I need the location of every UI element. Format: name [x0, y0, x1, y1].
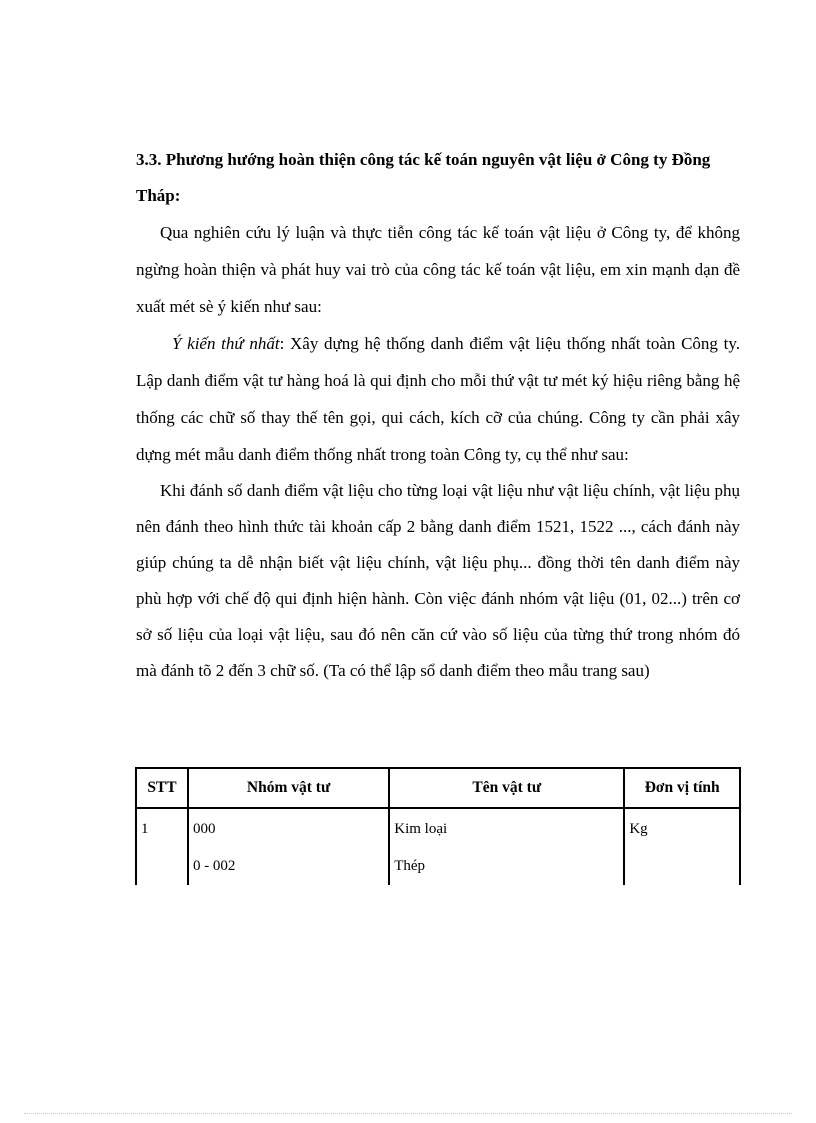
header-material-name: Tên vật tư — [389, 768, 624, 808]
document-body — [136, 142, 740, 689]
paragraph-first-opinion — [136, 325, 740, 473]
section-heading: 3.3. Phương hướng hoàn thiện công tác kế toán nguyên vật liệu ở Công ty Đồng Tháp: — [136, 150, 711, 205]
paragraph-numbering: Khi đánh số danh điểm vật liệu cho từng loại vật liệu như vật liệu chính, vật liệu phụ nên đánh theo hình thức tài khoản cấp 2 bằng danh điểm 1521, 1522 ..., cách đánh này giúp chúng ta dễ nhận biết vật liệu chính, vật liệu phụ... đồng thời tên danh điểm này phù hợp với chế độ qui định hiện hành. Còn việc đánh nhóm vật liệu (01, 02...) trên cơ sở số liệu của loại vật liệu, sau đó nên căn cứ vào số liệu của từng thứ trong nhóm đó mà đánh tõ 2 đến 3 chữ số. (Ta có thể lập sổ danh điểm theo mẫu trang sau) — [136, 481, 740, 680]
cell-name: Thép — [389, 848, 624, 885]
header-unit: Đơn vị tính — [624, 768, 740, 808]
item-code-table — [135, 767, 741, 885]
cell-unit — [624, 848, 740, 885]
cell-stt — [136, 848, 188, 885]
cell-stt: 1 — [136, 808, 188, 848]
header-stt: STT — [136, 768, 188, 808]
paragraph-intro: Qua nghiên cứu lý luận và thực tiễn công tác kế toán vật liệu ở Công ty, để không ngừng hoàn thiện và phát huy vai trò của công tác kế toán vật liệu, em xin mạnh dạn đề xuất mét sè ý kiến như sau: — [136, 223, 740, 316]
table-row — [136, 848, 740, 885]
table-header-row — [136, 768, 740, 808]
page-bottom-divider — [24, 1113, 792, 1114]
table-row — [136, 808, 740, 848]
cell-name: Kim loại — [389, 808, 624, 848]
cell-unit: Kg — [624, 808, 740, 848]
header-material-group: Nhóm vật tư — [188, 768, 389, 808]
cell-group: 0 - 002 — [188, 848, 389, 885]
first-opinion-text: : Xây dựng hệ thống danh điểm vật liệu thống nhất toàn Công ty. Lập danh điểm vật tư hàng hoá là qui định cho mỗi thứ vật tư mét ký hiệu riêng bằng hệ thống các chữ số thay thế tên gọi, qui cách, kích cỡ của chúng. Công ty cần phải xây dựng mét mẫu danh điểm thống nhất trong toàn Công ty, cụ thể như sau: — [136, 334, 740, 464]
cell-group: 000 — [188, 808, 389, 848]
first-opinion-lead: Ý kiến thứ nhất — [172, 334, 280, 353]
